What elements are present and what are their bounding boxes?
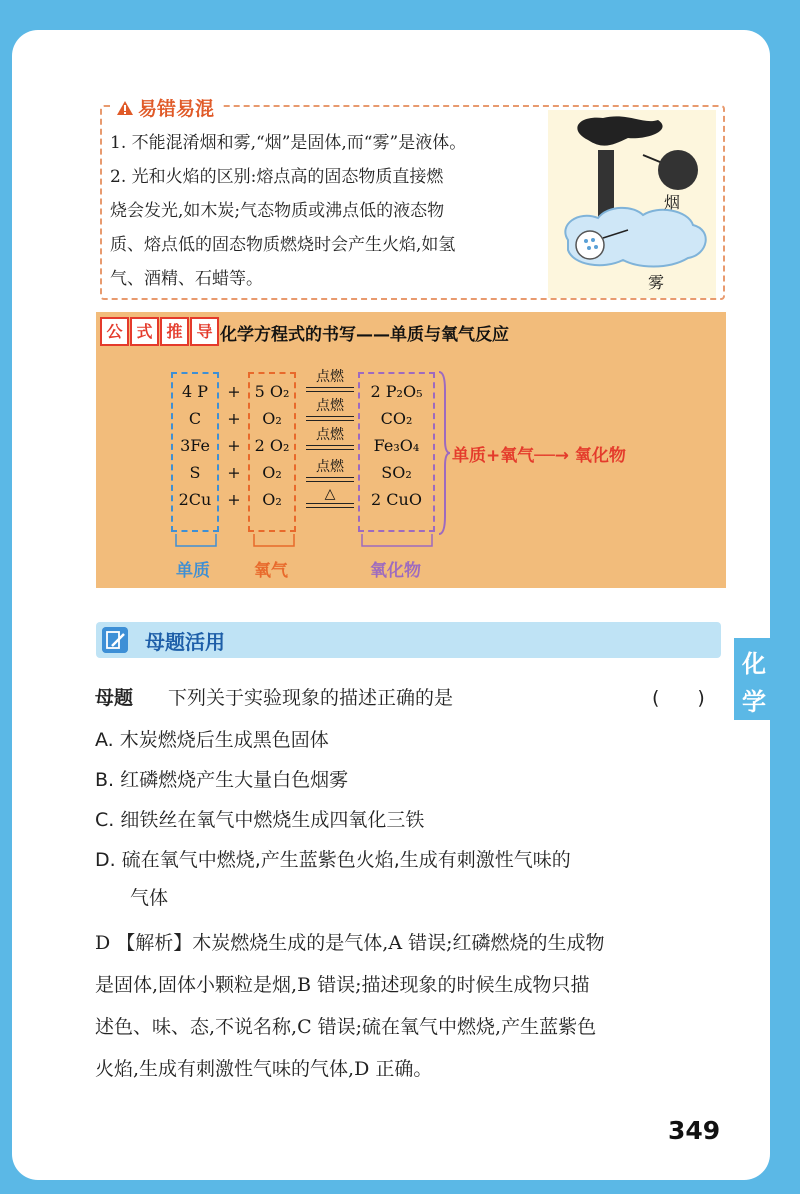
condition-text: 点燃: [316, 427, 344, 443]
pencil-note-icon: [102, 627, 128, 653]
badge-char: 公: [100, 317, 129, 346]
question-label: 母题: [95, 687, 134, 709]
warning-text: [110, 126, 535, 296]
element-item: C: [188, 409, 202, 428]
plus-sign: +: [227, 490, 241, 509]
oxygen-item: O₂: [262, 409, 282, 428]
oxygen-item: 2 O₂: [254, 436, 290, 455]
condition-text: △: [324, 486, 336, 502]
plus-sign: +: [227, 409, 241, 428]
smoke-fog-illustration: [548, 110, 716, 298]
warning-title: [110, 94, 220, 121]
question-stem: 下列关于实验现象的描述正确的是: [168, 687, 454, 709]
elements-column: [171, 378, 219, 513]
option-d-continued: 气体: [130, 887, 169, 909]
warning-line: 2. 光和火焰的区别:熔点高的固态物质直接燃: [110, 167, 444, 187]
category-brackets: [170, 532, 450, 556]
subject-tab-char: 化: [742, 650, 766, 678]
warning-icon: [116, 100, 134, 116]
warning-line: 烧会发光,如木炭;气态物质或沸点低的液态物: [110, 201, 445, 221]
subject-tab-char: 学: [742, 688, 766, 716]
oxygen-column: [248, 378, 296, 513]
plus-column: [222, 378, 246, 513]
products-column: [358, 378, 435, 513]
oxygen-item: O₂: [262, 463, 282, 482]
category-oxide: 氧化物: [370, 561, 421, 581]
formula-title: 化学方程式的书写——单质与氧气反应: [220, 325, 509, 345]
warning-title-text: 易错易混: [138, 98, 215, 120]
condition-text: 点燃: [316, 398, 344, 414]
warning-line: 质、熔点低的固态物质燃烧时会产生火焰,如氢: [110, 235, 456, 255]
fog-label: 雾: [648, 273, 665, 292]
category-oxygen: 氧气: [254, 561, 288, 581]
page-number: 349: [668, 1116, 721, 1145]
oxygen-item: O₂: [262, 490, 282, 509]
condition: [306, 456, 354, 482]
section-title: 母题活用: [145, 630, 225, 654]
badge-char: 式: [130, 317, 159, 346]
smoke-label: 烟: [664, 193, 681, 212]
condition: [306, 366, 354, 392]
badge-char: 推: [160, 317, 189, 346]
product-item: 2 CuO: [371, 490, 422, 509]
condition-text: 点燃: [316, 459, 344, 475]
product-item: Fe₃O₄: [373, 436, 420, 455]
badge-char: 导: [190, 317, 219, 346]
analysis-line: 火焰,生成有刺激性气味的气体,D 正确。: [95, 1058, 433, 1080]
condition: [306, 486, 354, 508]
analysis: [95, 922, 735, 1090]
warning-line: 1. 不能混淆烟和雾,“烟”是固体,而“雾”是液体。: [110, 133, 467, 153]
product-item: CO₂: [380, 409, 413, 428]
analysis-line: 述色、味、态,不说名称,C 错误;硫在氧气中燃烧,产生蓝紫色: [95, 1016, 597, 1038]
subject-tab: [734, 638, 774, 720]
option-b: B. 红磷燃烧产生大量白色烟雾: [95, 769, 349, 791]
element-item: 2Cu: [178, 490, 212, 509]
element-item: S: [189, 463, 201, 482]
condition-text: 点燃: [316, 369, 344, 385]
condition: [306, 424, 354, 450]
element-item: 4 P: [181, 382, 209, 401]
brace-icon: [437, 370, 451, 536]
plus-sign: +: [227, 436, 241, 455]
oxygen-item: 5 O₂: [254, 382, 290, 401]
product-item: 2 P₂O₅: [370, 382, 423, 401]
product-item: SO₂: [381, 463, 412, 482]
plus-sign: +: [227, 463, 241, 482]
analysis-line: D 【解析】木炭燃烧生成的是气体,A 错误;红磷燃烧的生成物: [95, 932, 605, 954]
option-c: C. 细铁丝在氧气中燃烧生成四氧化三铁: [95, 809, 425, 831]
formula-badge: [100, 317, 219, 346]
warning-line: 气、酒精、石蜡等。: [110, 269, 263, 289]
condition: [306, 395, 354, 421]
reaction-summary: 单质+氧气──→ 氧化物: [452, 446, 626, 466]
answer-paren: ( ): [652, 687, 705, 709]
option-d: D. 硫在氧气中燃烧,产生蓝紫色火焰,生成有刺激性气味的: [95, 849, 571, 871]
element-item: 3Fe: [180, 436, 210, 455]
plus-sign: +: [227, 382, 241, 401]
analysis-line: 是固体,固体小颗粒是烟,B 错误;描述现象的时候生成物只描: [95, 974, 590, 996]
option-a: A. 木炭燃烧后生成黑色固体: [95, 729, 329, 751]
category-element: 单质: [176, 561, 210, 581]
